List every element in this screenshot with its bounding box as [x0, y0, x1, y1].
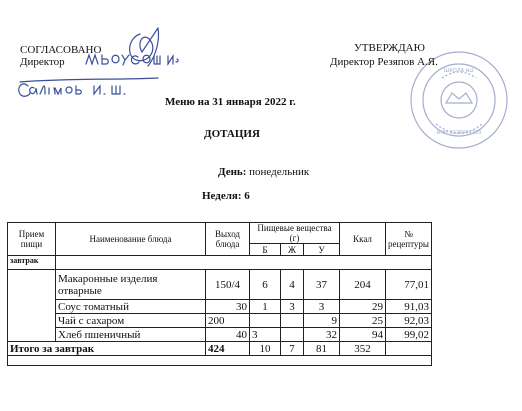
section-empty	[56, 256, 432, 270]
approval-left-title: СОГЛАСОВАНО	[20, 44, 102, 56]
table-header-row-1	[8, 223, 432, 244]
dish-kcal: 29	[340, 300, 386, 314]
subsidy-title: ДОТАЦИЯ	[204, 128, 260, 140]
col-u-header: У	[304, 244, 340, 256]
dish-yield: 30	[206, 300, 250, 314]
dish-kcal: 25	[340, 314, 386, 328]
dish-kcal: 94	[340, 328, 386, 342]
section-label: завтрак	[8, 256, 56, 270]
dish-recipe: 99,02	[386, 328, 432, 342]
total-label: Итого за завтрак	[8, 342, 206, 356]
menu-table	[7, 222, 432, 366]
total-kcal: 352	[340, 342, 386, 356]
total-row	[8, 342, 432, 356]
table-row	[8, 270, 432, 300]
approval-left-role: Директор	[20, 56, 65, 68]
total-u: 81	[304, 342, 340, 356]
col-yield-header: Выход блюда	[206, 223, 250, 256]
dish-name: Макаронные изделия отварные	[56, 270, 206, 300]
dish-recipe: 77,01	[386, 270, 432, 300]
week-label: Неделя: 6	[202, 190, 250, 202]
col-nutrients-header: Пищевые вещества (г)	[250, 223, 340, 244]
school-seal-stamp	[406, 48, 512, 152]
col-dish-header: Наименование блюда	[56, 223, 206, 256]
section-row	[8, 256, 432, 270]
dish-kcal: 204	[340, 270, 386, 300]
approval-right-role: Директор Резяпов А.Я.	[330, 56, 438, 68]
dish-yield: 40	[206, 328, 250, 342]
dish-name: Соус томатный	[56, 300, 206, 314]
handwritten-signature	[8, 22, 208, 97]
dish-u: 3	[304, 300, 340, 314]
dish-zh: 4	[281, 270, 304, 300]
dish-b: 3	[250, 328, 281, 342]
col-kcal-header: Ккал	[340, 223, 386, 256]
dish-recipe: 92,03	[386, 314, 432, 328]
stamp-ring-text: ШКОЛА №2	[444, 68, 474, 74]
blank-cell	[8, 356, 432, 366]
dish-zh	[281, 314, 304, 328]
col-meal-header: Прием пищи	[8, 223, 56, 256]
total-zh: 7	[281, 342, 304, 356]
dish-zh: 3	[281, 300, 304, 314]
table-row	[8, 300, 432, 314]
signature-name-text	[14, 62, 21, 74]
meal-cell	[8, 270, 56, 342]
day-value: понедельник	[249, 166, 310, 178]
dish-b: 6	[250, 270, 281, 300]
total-recipe	[386, 342, 432, 356]
col-zh-header: Ж	[281, 244, 304, 256]
col-recipe-header: № рецептуры	[386, 223, 432, 256]
stamp-inn-text: ИНН 0226004333	[436, 130, 482, 136]
dish-yield: 200	[206, 314, 250, 328]
day-line	[218, 166, 309, 178]
table-row	[8, 314, 432, 328]
dish-yield: 150/4	[206, 270, 250, 300]
col-b-header: Б	[250, 244, 281, 256]
dish-u: 32	[304, 328, 340, 342]
dish-u: 9	[304, 314, 340, 328]
signature-org-text	[76, 30, 83, 42]
dish-zh	[281, 328, 304, 342]
dish-name: Чай с сахаром	[56, 314, 206, 328]
dish-u: 37	[304, 270, 340, 300]
table-row	[8, 328, 432, 342]
approval-right-title: УТВЕРЖДАЮ	[354, 42, 425, 54]
dish-recipe: 91,03	[386, 300, 432, 314]
dish-b	[250, 314, 281, 328]
menu-title: Меню на 31 января 2022 г.	[165, 96, 296, 108]
total-yield: 424	[206, 342, 250, 356]
total-b: 10	[250, 342, 281, 356]
dish-name: Хлеб пшеничный	[56, 328, 206, 342]
day-label: День:	[218, 166, 247, 178]
dish-b: 1	[250, 300, 281, 314]
blank-row	[8, 356, 432, 366]
